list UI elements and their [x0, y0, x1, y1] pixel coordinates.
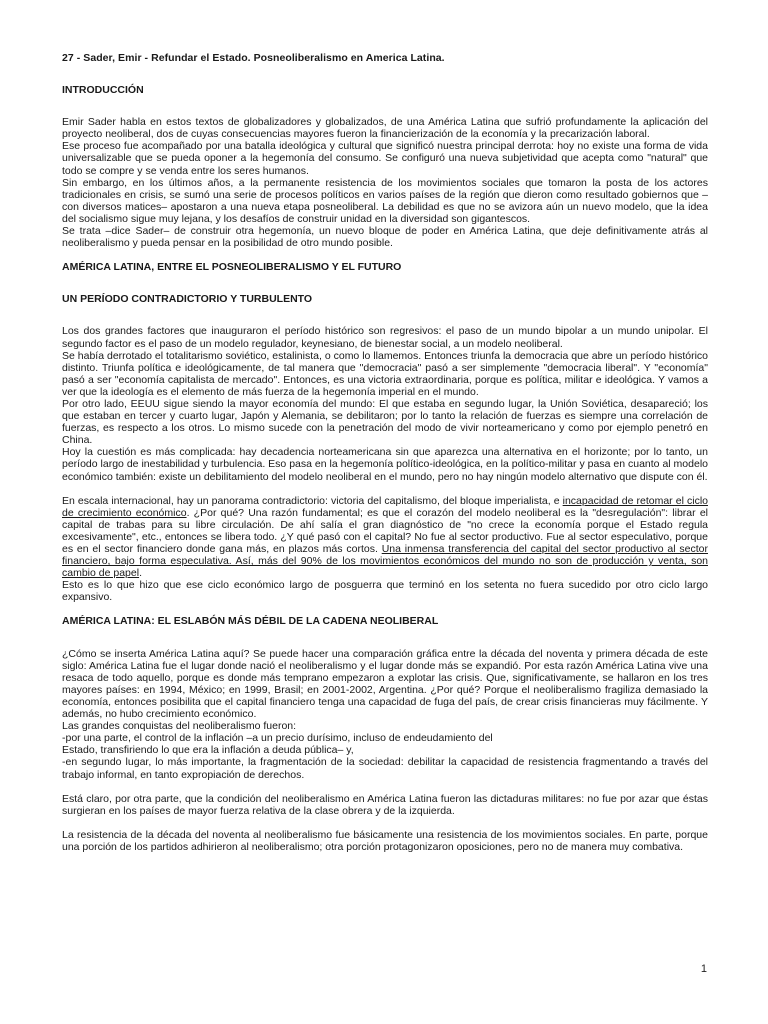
- section-heading-eslabon: AMÉRICA LATINA: EL ESLABÓN MÁS DÉBIL DE LA CADENA NEOLIBERAL: [62, 615, 439, 628]
- paragraph: Está claro, por otra parte, que la condición del neoliberalismo en América Latina fueron las dictaduras militares: no fue por azar que éstas surgieran en los países de mayor fuerza relativa de la clase obrera y de la izquierda.: [62, 792, 708, 817]
- list-item: Estado, transfiriendo lo que era la inflación a deuda pública– y,: [62, 744, 354, 757]
- underlined-text: incapacidad de retomar el ciclo de crecimiento económico: [62, 494, 708, 519]
- section-heading-introduccion: INTRODUCCIÓN: [62, 84, 144, 97]
- paragraph: Hoy la cuestión es más complicada: hay decadencia norteamericana sin que aparezca una alternativa en el horizonte; por lo tanto, un período largo de inestabilidad y turbulencia. Eso pasa en la hegemonía político-ideológica, en la político-militar y pasa en cuanto al modelo económico también: existe un debilitamiento del modelo neoliberal en el mundo, pero no hay ningún modelo alternativo que dispute con él.: [62, 446, 708, 483]
- paragraph: Sin embargo, en los últimos años, a la permanente resistencia de los movimientos sociales que tomaron la posta de los actores tradicionales en crisis, se sumó una serie de procesos políticos en varios países de la región que dieron como resultado gobiernos que –con diversos matices– apostaron a una nueva etapa posneoliberal. La debilidad es que no se avizora aún un nuevo modelo, que la idea del socialismo sigue muy lejana, y los desafíos de construir unidad en la diversidad son gigantescos.: [62, 176, 708, 225]
- paragraph-escala-internacional: En escala internacional, hay un panorama contradictorio: victoria del capitalismo, del bloque imperialista, e incapacidad de retomar el ciclo de crecimiento económico. ¿Por qué? Una razón fundamental; es que el corazón del modelo neoliberal es la "desregulación": librar el capital de trabas para su libre circulación. De ahí salía el gran diagnóstico de "no crece la economía porque el Estado regula excesivamente", etc., entonces se libera todo. ¿Y qué pasó con el capital? No fue al sector productivo. Fue al sector especulativo, porque es en el sector financiero donde gana más, en plazos más cortos. Una inmensa transferencia del capital del sector productivo al sector financiero, bajo forma especulativa. Así, más del 90% de los movimientos económicos del mundo no son de producción y venta, son cambio de papel.: [62, 494, 708, 580]
- list-item: -por una parte, el control de la inflación –a un precio durísimo, incluso de endeudamiento del: [62, 732, 493, 745]
- paragraph: Por otro lado, EEUU sigue siendo la mayor economía del mundo: El que estaba en segundo lugar, la Unión Soviética, desapareció; los que estaban en tercer y cuarto lugar, Japón y Alemania, se debilitaron; por lo tanto la relación de fuerzas es siempre una correlación de fuerzas, es respecto a los otros. Lo mismo sucede con la penetración del modo de vivir norteamericano y como por ejemplo penetró en China.: [62, 397, 708, 447]
- paragraph: La resistencia de la década del noventa al neoliberalismo fue básicamente una resistencia de los movimientos sociales. En parte, porque una porción de los partidos adhirieron al neoliberalismo; otra porción protagonizaron oposiciones, pero no de manera muy combativa.: [62, 828, 708, 853]
- document-title: 27 - Sader, Emir - Refundar el Estado. Posneoliberalismo en America Latina.: [62, 52, 445, 64]
- page-number: 1: [700, 963, 707, 975]
- paragraph: Esto es lo que hizo que ese ciclo económico largo de posguerra que terminó en los setenta no fuera sucedido por otro ciclo largo expansivo.: [62, 579, 708, 604]
- section-heading-periodo: UN PERÍODO CONTRADICTORIO Y TURBULENTO: [62, 293, 313, 306]
- list-item: -en segundo lugar, lo más importante, la fragmentación de la sociedad: debilitar la capacidad de resistencia fragmentando a través del trabajo informal, en tanto expropiación de derechos.: [62, 756, 708, 781]
- document-page: [62, 52, 708, 853]
- paragraph: Los dos grandes factores que inauguraron el período histórico son regresivos: el paso de un mundo bipolar a un mundo unipolar. El segundo factor es el paso de un modelo regulador, keynesiano, de bienestar social, a un modelo neoliberal.: [62, 325, 708, 350]
- paragraph: Se había derrotado el totalitarismo soviético, estalinista, o como lo llamemos. Entonces triunfa la democracia que abre un período histórico distinto. Triunfa política e ideológicamente, de tal manera que "democracia" pasó a ser simplemente "democracia liberal". Y "economía" pasó a ser "economía capitalista de mercado". Entonces, es una victoria extraordinaria, porque es política, militar e ideológica. Y vamos a ver que la ideología es el elemento de más fuerza de la hegemonía imperial en el mundo.: [62, 349, 708, 398]
- paragraph: Emir Sader habla en estos textos de globalizadores y globalizados, de una América Latina que sufrió profundamente la aplicación del proyecto neoliberal, dos de cuyas consecuencias mayores fueron la financierización de la economía y la precarización laboral.: [62, 116, 708, 141]
- underlined-text: Una inmensa transferencia del capital del sector productivo al sector financiero, bajo forma especulativa. Así, más del 90% de los movimientos económicos del mundo no son de producción y venta, son cambio de papel: [62, 543, 708, 580]
- paragraph: Las grandes conquistas del neoliberalismo fueron:: [62, 720, 297, 733]
- paragraph: Se trata –dice Sader– de construir otra hegemonía, un nuevo bloque de poder en América Latina, que deje definitivamente atrás al neoliberalismo y pueda pensar en la posibilidad de otro mundo posible.: [62, 225, 708, 250]
- paragraph: ¿Cómo se inserta América Latina aquí? Se puede hacer una comparación gráfica entre la década del noventa y primera década de este siglo: América Latina fue el lugar donde nació el neoliberalismo y el lugar donde más se expandió. Por esta razón América Latina vive una resaca de todo aquello, porque es donde más temprano empezaron a explotar las crisis. Que, significativamente, se hallaron en los tres mayores países: en 1994, México; en 1999, Brasil; en 2001-2002, Argentina. ¿Por qué? Porque el neoliberalismo fragiliza demasiado la economía, entonces posibilita que el capital financiero tenga una capacidad de fuga del país, de crear crisis financieras muy fácilmente. Y además, no hubo crecimiento económico.: [62, 647, 708, 721]
- section-heading-america-latina: AMÉRICA LATINA, ENTRE EL POSNEOLIBERALISMO Y EL FUTURO: [62, 261, 402, 274]
- paragraph: Ese proceso fue acompañado por una batalla ideológica y cultural que significó nuestra principal derrota: hoy no existe una forma de vida universalizable que se pueda oponer a la hegemonía del consumo. Se configuró una nueva subjetividad que acepta como "natural" que todo se compre y se venda entre los seres humanos.: [62, 140, 708, 177]
